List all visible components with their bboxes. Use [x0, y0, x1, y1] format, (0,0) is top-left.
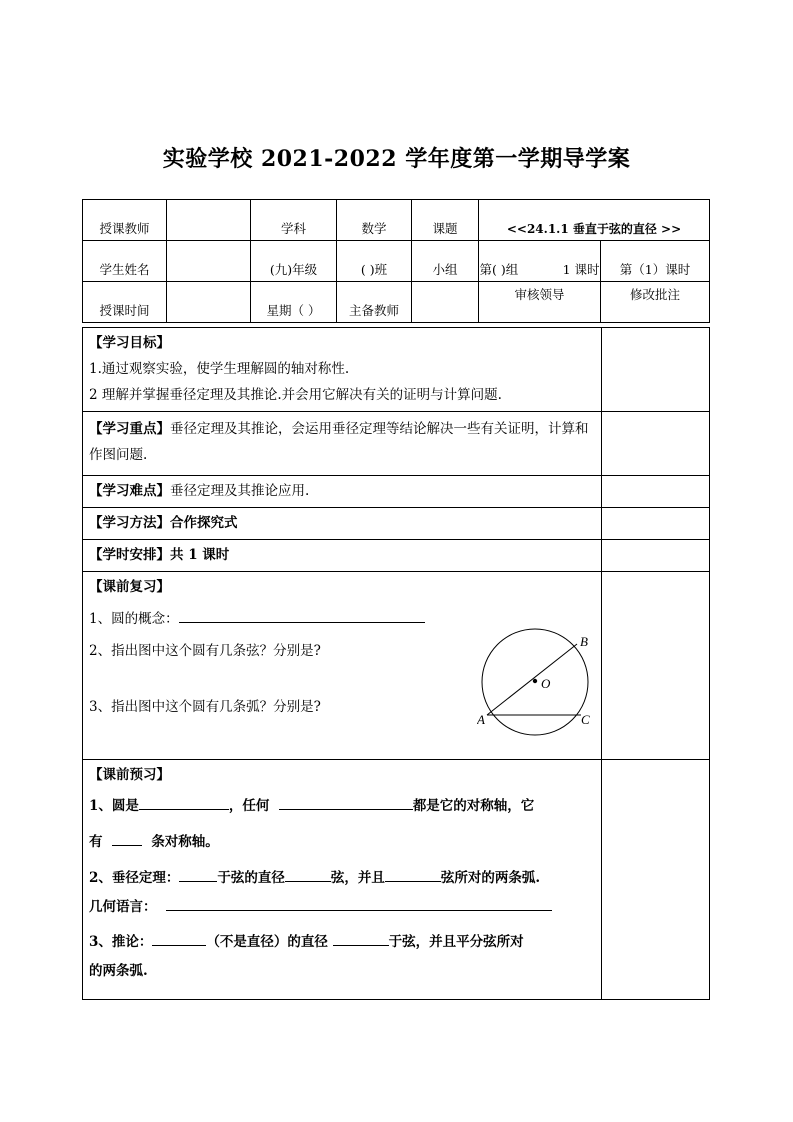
label-a: A [477, 712, 485, 727]
preview-q3-b: （不是直径）的直径 [206, 934, 328, 950]
review-q2: 2、指出图中这个圆有几条弦？分别是? [89, 643, 321, 659]
review-q1-blank[interactable] [179, 608, 425, 623]
lesson-info-table [82, 199, 710, 323]
revision-notes-label: 修改批注 [601, 282, 710, 323]
grade-cell: (九)年级 [251, 241, 337, 282]
student-label: 学生姓名 [83, 241, 167, 282]
difficulties-heading: 【学习难点】 [89, 483, 170, 499]
difficulties-notes[interactable] [602, 476, 710, 508]
key-points-heading: 【学习重点】 [89, 421, 170, 437]
schedule-heading: 【学时安排】 [89, 547, 170, 563]
preview-q1-b: ，任何 [228, 798, 270, 814]
diameter-ab [487, 644, 577, 715]
key-points-text: 垂径定理及其推论，会运用垂径定理等结论解决一些有关证明，计算和作图问题. [89, 421, 589, 463]
review-heading: 【课前复习】 [89, 579, 170, 595]
key-points-section [83, 412, 602, 476]
document-title: 实验学校 2021-2022 学年度第一学期导学案 [162, 146, 631, 172]
preview-q2-geo: 几何语言： [89, 899, 157, 915]
lesson-content-table [82, 327, 710, 1000]
preview-q3-blank-1[interactable] [152, 931, 206, 946]
session-cell: 第（1）课时 [601, 241, 710, 282]
preview-notes[interactable] [602, 760, 710, 1000]
circle-figure [477, 622, 597, 742]
difficulties-text: 垂径定理及其推论应用. [170, 483, 310, 499]
review-leader-label: 审核领导 [479, 282, 601, 323]
preview-q3-blank-2[interactable] [333, 931, 389, 946]
weekday-cell: 星期（ ） [251, 282, 337, 323]
time-value[interactable] [167, 282, 251, 323]
goals-section [83, 328, 602, 412]
preview-q2-d: 弦所对的两条弧. [440, 870, 541, 886]
method-section [83, 508, 602, 540]
preview-q2-blank-1[interactable] [179, 867, 217, 882]
review-q3: 3、指出图中这个圆有几条弧？分别是? [89, 699, 321, 715]
method-heading: 【学习方法】 [89, 515, 170, 531]
preview-q2-geo-blank[interactable] [166, 896, 552, 911]
preview-q1-blank-2[interactable] [279, 795, 413, 810]
preview-q3-c: 于弦，并且平分弦所对 [388, 934, 524, 950]
group-value: 第( )组 [479, 262, 519, 277]
class-cell: ( )班 [337, 241, 412, 282]
method-notes[interactable] [602, 508, 710, 540]
main-teacher-value[interactable] [412, 282, 479, 323]
review-q1: 1、圆的概念： [89, 611, 179, 627]
teacher-label: 授课教师 [83, 200, 167, 241]
preview-q2-blank-2[interactable] [285, 867, 331, 882]
preview-q1-blank-1[interactable] [139, 795, 229, 810]
preview-q1-e: 条对称轴。 [151, 834, 219, 850]
preview-heading: 【课前预习】 [89, 767, 170, 783]
group-label: 小组 [412, 241, 479, 282]
preview-section [83, 760, 602, 1000]
goal-item-1: 1.通过观察实验，使学生理解圆的轴对称性. [89, 361, 350, 377]
preview-q1-a: 1、圆是 [89, 798, 139, 814]
topic-value: <<24.1.1 垂直于弦的直径 >> [479, 200, 710, 241]
student-value[interactable] [167, 241, 251, 282]
goals-notes[interactable] [602, 328, 710, 412]
key-points-notes[interactable] [602, 412, 710, 476]
schedule-notes[interactable] [602, 540, 710, 572]
preview-q3-d: 的两条弧. [89, 963, 148, 979]
preview-q2-b: 于弦的直径 [217, 870, 285, 886]
review-section [83, 572, 602, 760]
topic-label: 课题 [412, 200, 479, 241]
label-c: C [581, 712, 590, 727]
preview-q1-d: 有 [89, 834, 103, 850]
method-text: 合作探究式 [170, 515, 238, 531]
review-notes[interactable] [602, 572, 710, 760]
subject-label: 学科 [251, 200, 337, 241]
label-o: O [541, 676, 551, 691]
group-and-hours [479, 241, 601, 282]
label-b: B [580, 634, 588, 649]
preview-q2-blank-3[interactable] [385, 867, 441, 882]
goals-heading: 【学习目标】 [89, 335, 170, 351]
preview-q2-c: 弦，并且 [330, 870, 385, 886]
schedule-section [83, 540, 602, 572]
preview-q2-a: 2、垂径定理： [89, 870, 180, 886]
preview-q1-blank-3[interactable] [112, 831, 142, 846]
difficulties-section [83, 476, 602, 508]
hours-value: 1 课时 [562, 262, 600, 277]
preview-q1-c: 都是它的对称轴，它 [412, 798, 535, 814]
time-label: 授课时间 [83, 282, 167, 323]
subject-value: 数学 [337, 200, 412, 241]
preview-q3-a: 3、推论： [89, 934, 153, 950]
goal-item-2: 2 理解并掌握垂径定理及其推论.并会用它解决有关的证明与计算问题. [89, 387, 502, 403]
main-teacher-label: 主备教师 [337, 282, 412, 323]
schedule-text: 共 1 课时 [170, 547, 230, 563]
center-point [533, 679, 537, 683]
teacher-value[interactable] [167, 200, 251, 241]
